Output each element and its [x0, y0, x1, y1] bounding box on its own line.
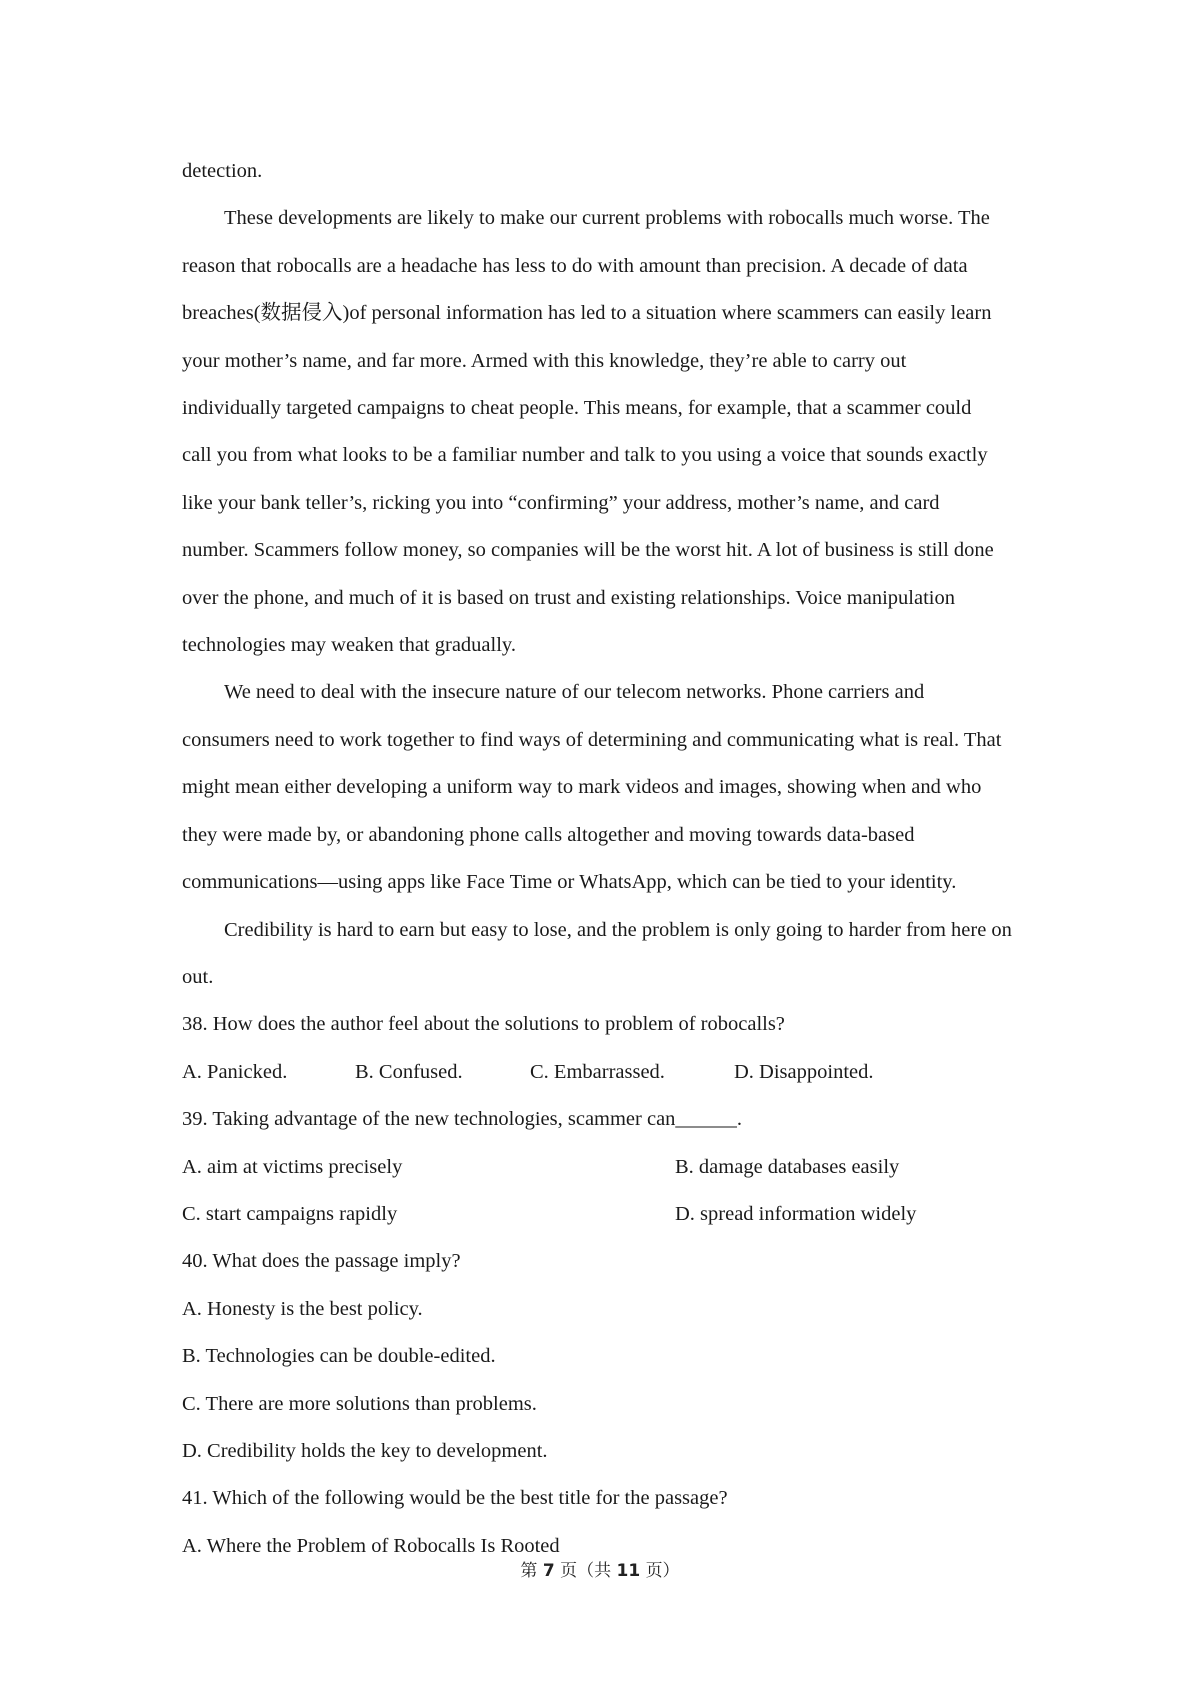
option-d: D. Disappointed. — [734, 1060, 874, 1083]
question-stem: 41. Which of the following would be the best title for the passage? — [182, 1487, 728, 1510]
passage-paragraph-2 — [182, 669, 1024, 906]
passage-line: technologies may weaken that gradually. — [182, 634, 516, 657]
passage-line: individually targeted campaigns to cheat people. This means, for example, that a scammer could — [182, 397, 972, 420]
passage-line: your mother’s name, and far more. Armed with this knowledge, they’re able to carry out — [182, 349, 907, 372]
footer-middle: 页（共 — [560, 1561, 612, 1581]
passage-line: These developments are likely to make our current problems with robocalls much worse. The — [224, 207, 990, 230]
passage-line: might mean either developing a uniform way to mark videos and images, showing when and who — [182, 776, 982, 799]
passage-line: out. — [182, 965, 214, 988]
passage-line: breaches(数据侵入)of personal information has led to a situation where scammers can easily learn — [182, 302, 992, 325]
passage-line: they were made by, or abandoning phone calls altogether and moving towards data-based — [182, 823, 915, 846]
option-a: A. Honesty is the best policy. — [182, 1297, 423, 1320]
question-40 — [182, 1238, 1024, 1475]
option-b: B. Technologies can be double-edited. — [182, 1345, 496, 1368]
passage-line: We need to deal with the insecure nature of our telecom networks. Phone carriers and — [224, 681, 925, 704]
question-options-row-2 — [182, 1191, 1024, 1238]
passage-line: like your bank teller’s, ricking you into “confirming” your address, mother’s name, and card — [182, 491, 940, 514]
question-stem: 38. How does the author feel about the solutions to problem of robocalls? — [182, 1013, 785, 1036]
passage-paragraph-1 — [182, 195, 1024, 669]
exam-page-body — [182, 148, 1024, 1570]
question-stem: 39. Taking advantage of the new technologies, scammer can______. — [182, 1108, 743, 1131]
question-39 — [182, 1096, 1024, 1238]
page-total: 11 — [616, 1561, 641, 1581]
passage-line: consumers need to work together to find ways of determining and communicating what is real. That — [182, 728, 1002, 751]
passage-line: Credibility is hard to earn but easy to lose, and the problem is only going to harder from here on — [224, 918, 1012, 941]
footer-prefix: 第 — [520, 1561, 538, 1581]
passage-line: over the phone, and much of it is based on trust and existing relationships. Voice manipulation — [182, 586, 955, 609]
footer-suffix: 页） — [645, 1561, 680, 1581]
page-number: 7 — [542, 1561, 555, 1581]
option-a: A. Where the Problem of Robocalls Is Rooted — [182, 1534, 560, 1557]
option-d: D. Credibility holds the key to development. — [182, 1439, 548, 1462]
passage-line: reason that robocalls are a headache has less to do with amount than precision. A decade of data — [182, 254, 968, 277]
option-c: C. start campaigns rapidly — [182, 1202, 398, 1225]
question-stem: 40. What does the passage imply? — [182, 1250, 461, 1273]
option-c: C. Embarrassed. — [530, 1060, 665, 1083]
passage-line: communications—using apps like Face Time or WhatsApp, which can be tied to your identity. — [182, 871, 957, 894]
option-b: B. Confused. — [355, 1060, 463, 1083]
option-a: A. aim at victims precisely — [182, 1155, 403, 1178]
passage-paragraph-3 — [182, 907, 1024, 1002]
passage-line: number. Scammers follow money, so companies will be the worst hit. A lot of business is still done — [182, 539, 994, 562]
question-options-row-1 — [182, 1144, 1024, 1191]
passage-line: call you from what looks to be a familiar number and talk to you using a voice that sounds exactly — [182, 444, 988, 467]
option-a: A. Panicked. — [182, 1060, 288, 1083]
page-footer — [0, 1556, 1200, 1581]
question-38 — [182, 1001, 1024, 1096]
passage-line: detection. — [182, 160, 263, 182]
option-c: C. There are more solutions than problems. — [182, 1392, 537, 1415]
question-options — [182, 1049, 1024, 1096]
option-b: B. damage databases easily — [675, 1155, 900, 1178]
option-d: D. spread information widely — [675, 1202, 917, 1225]
